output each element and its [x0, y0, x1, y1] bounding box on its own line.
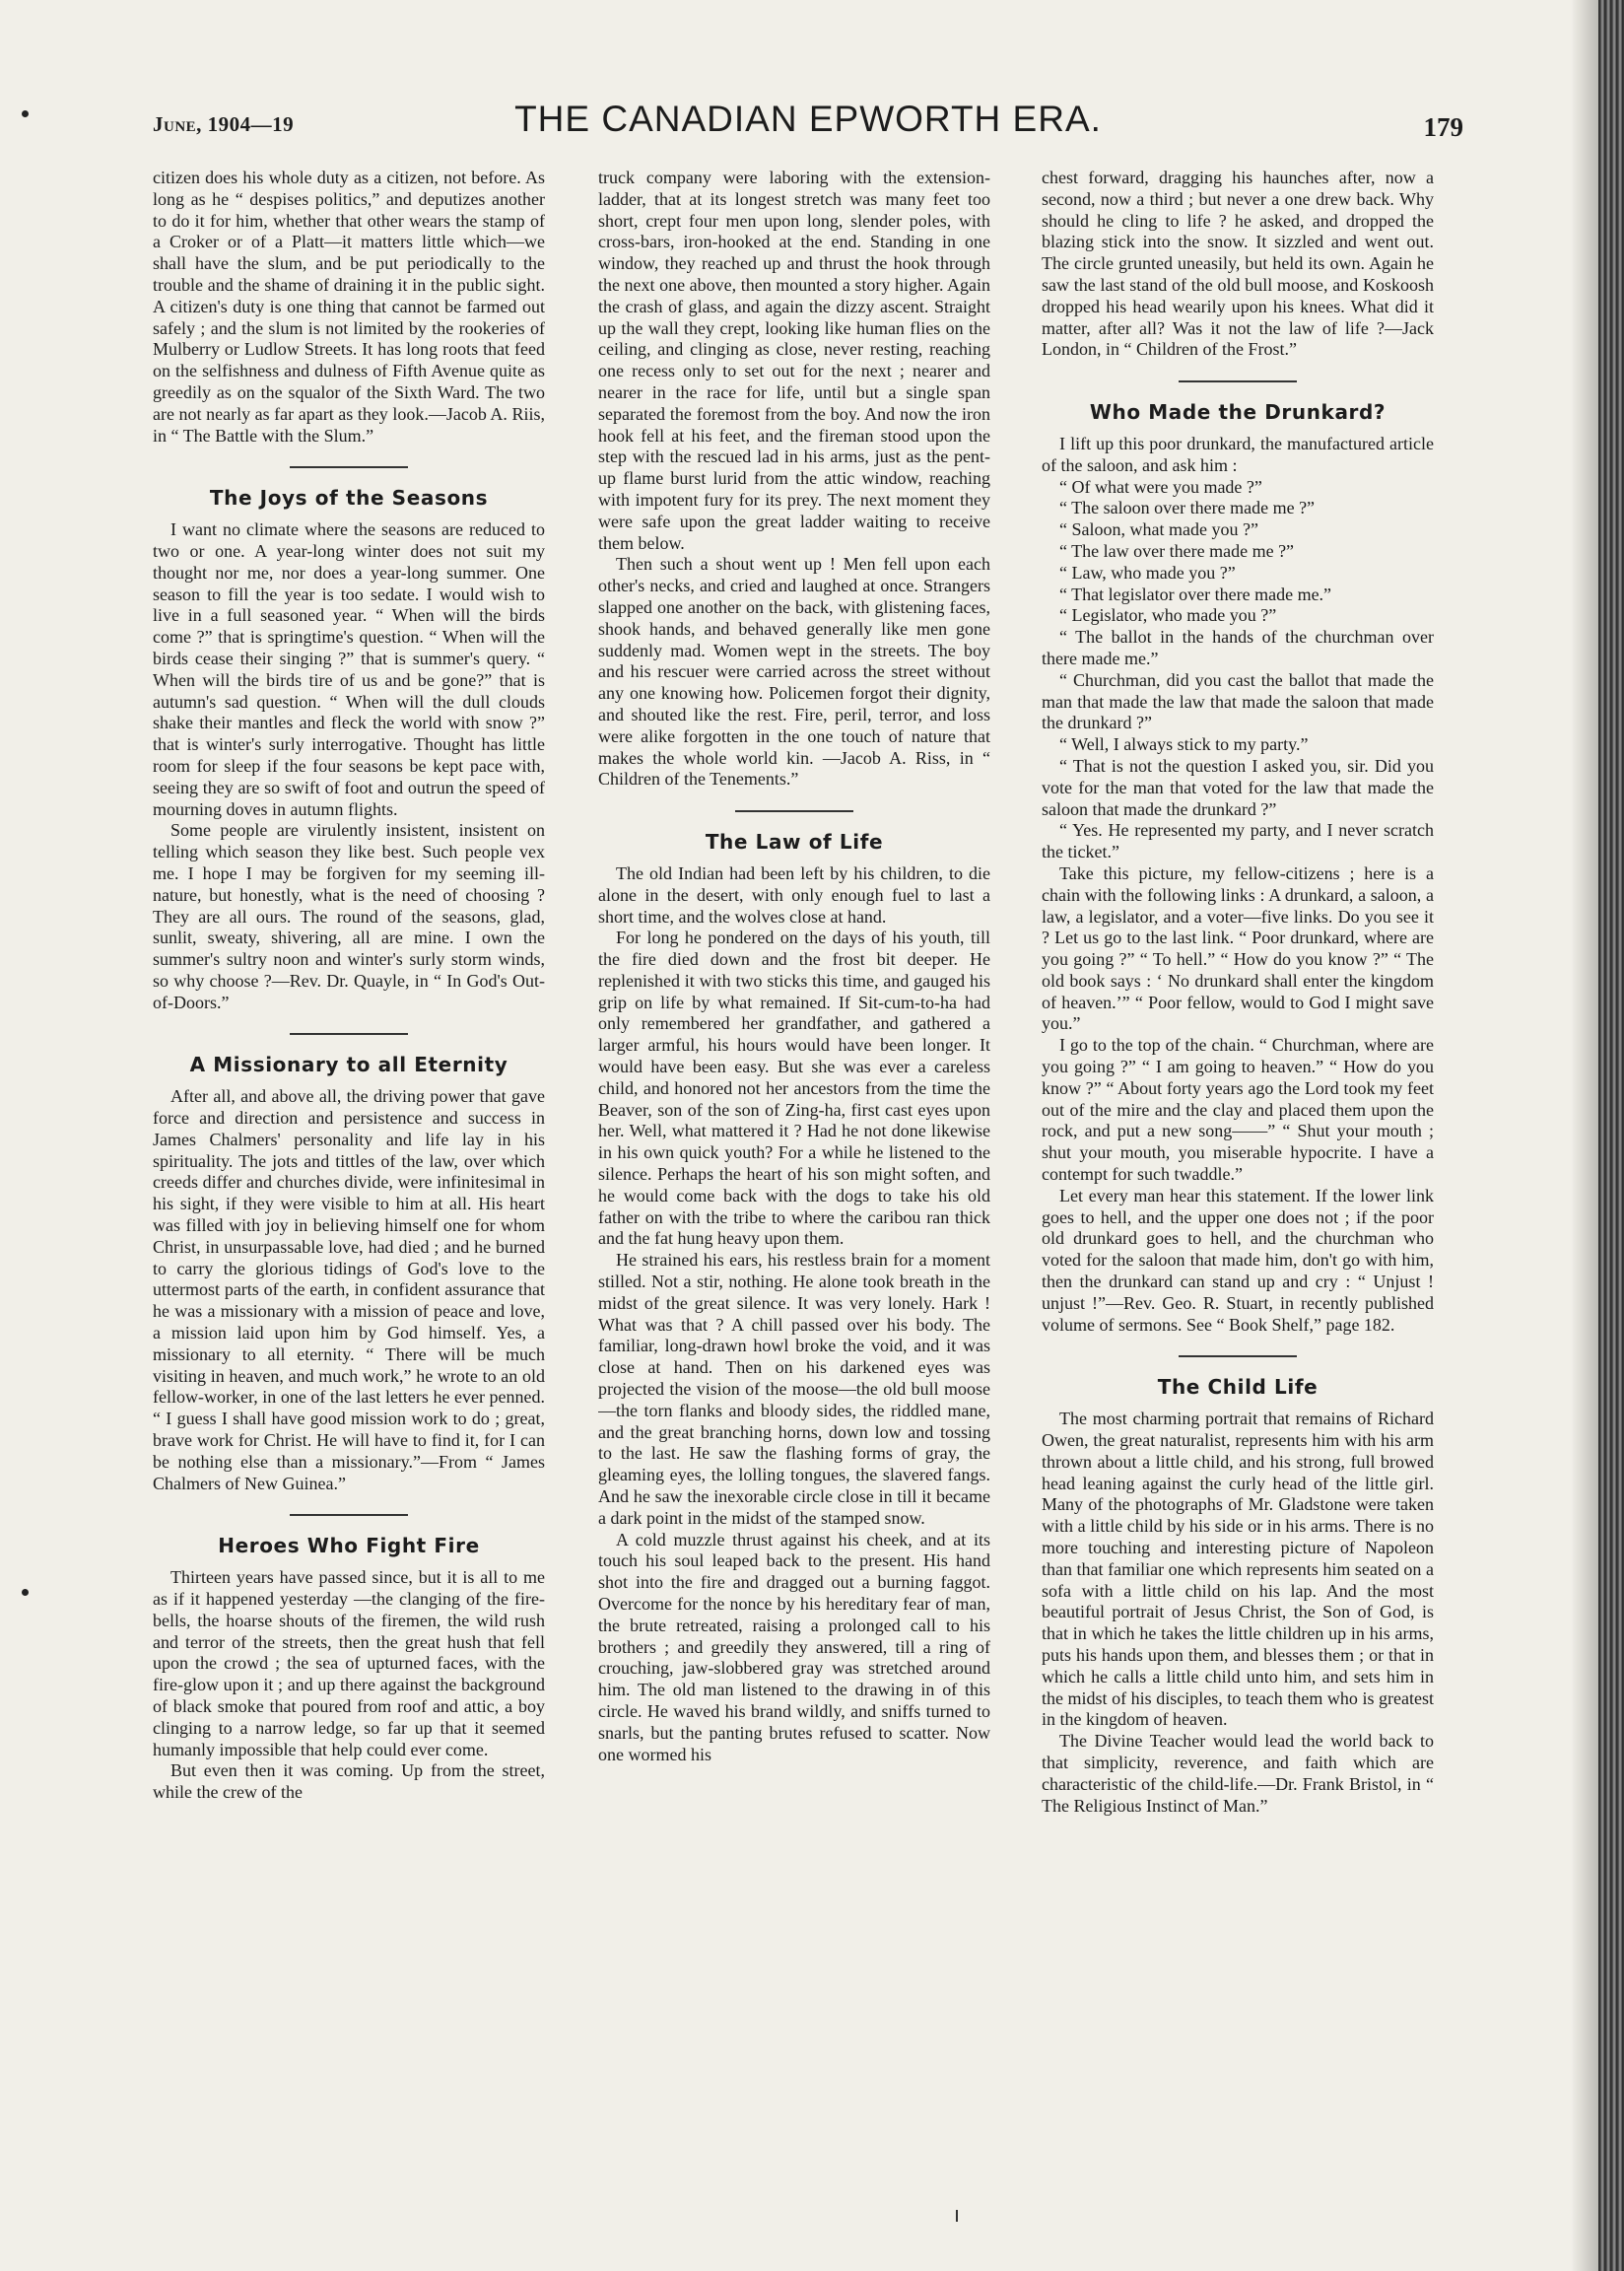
- paragraph: I want no climate where the seasons are reduced to two or one. A year-long winter does not suit my thought nor me, nor does a year-long summer. One season to fill the year is too sedate. I would wish to live in a full seasoned year. “ When will the birds come ?” that is springtime's question. “ When will the birds cease their singing ?” that is summer's query. “ When will the birds tire of us and be gone?” that is autumn's sad question. “ When will the dull clouds shake their mantles and fleck the world with snow ?” that is winter's surly interrogative. Thought has little room for sleep if the four seasons be kept pace with, seeing they are so swift of foot and outrun the speed of mourning doves in autumn flights.: [153, 519, 545, 819]
- article-title-drunkard: Who Made the Drunkard?: [1089, 400, 1387, 425]
- book-spine-edge: [1598, 0, 1624, 2271]
- margin-mark: [22, 1589, 29, 1596]
- column-1: [153, 168, 545, 2183]
- paragraph: Then such a shout went up ! Men fell upon each other's necks, and cried and laughed at once. Strangers slapped one another on the back, with glistening faces, shook hands, and behaved generally like men gone suddenly mad. Women wept in the streets. The boy and his rescuer were carried across the street without any one knowing how. Policemen forgot their dignity, and shouted like the rest. Fire, peril, terror, and loss were alike forgotten in the one touch of nature that makes the whole world kin. —Jacob A. Riss, in “ Children of the Tenements.”: [598, 554, 990, 790]
- column-3: [1042, 168, 1434, 2183]
- paragraph: Some people are virulently insistent, insistent on telling which season they like best. Such people vex me. I hope I may be forgiven for my seeming ill-nature, but honestly, what is the need of choosing ? They are all ours. The round of the seasons, glad, sunlit, sweaty, shivering, all are mine. I own the summer's sultry noon and winter's surly storm winds, so why choose ?—Rev. Dr. Quayle, in “ In God's Out-of-Doors.”: [153, 820, 545, 1012]
- section-divider: [1179, 380, 1297, 382]
- dialogue-line: “ The saloon over there made me ?”: [1059, 498, 1316, 518]
- article-title-law-of-life: The Law of Life: [705, 830, 884, 855]
- section-divider: [735, 810, 853, 812]
- margin-mark: [22, 110, 29, 117]
- dialogue-line: “ That legislator over there made me.”: [1059, 584, 1332, 604]
- dialogue-line: “ That is not the question I asked you, sir. Did you vote for the man that voted for the law that made the saloon that made the drunkard ?”: [1042, 755, 1434, 819]
- paragraph: But even then it was coming. Up from the street, while the crew of the: [153, 1760, 545, 1803]
- page-foot-mark: [956, 2210, 958, 2222]
- section-divider: [1179, 1355, 1297, 1357]
- magazine-title: THE CANADIAN EPWORTH ERA.: [514, 99, 1102, 139]
- section-divider: [290, 1514, 408, 1516]
- paragraph: A cold muzzle thrust against his cheek, and at its touch his soul leaped back to the present. His hand shot into the fire and dragged out a burning faggot. Overcome for the nonce by his hereditary fear of man, the brute retreated, raising a prolonged call to his brothers ; and greedily they answered, till a ring of crouching, jaw-slobbered gray was stretched around him. The old man listened to the drawing in of this circle. He waved his brand wildly, and sniffs turned to snarls, but the panting brutes refused to scatter. Now one wormed his: [598, 1529, 990, 1764]
- article-title-missionary: A Missionary to all Eternity: [189, 1053, 508, 1077]
- article-title-child-life: The Child Life: [1157, 1375, 1319, 1400]
- dialogue-line: “ Legislator, who made you ?”: [1059, 605, 1277, 626]
- paragraph: Take this picture, my fellow-citizens ; here is a chain with the following links : A drunkard, a saloon, a law, a legislator, and a voter—five links. Do you see it ? Let us go to the last link. “ Poor drunkard, where are you going ?” “ To hell.” “ How do you know ?” “ The old book says : ‘ No drunkard shall enter the kingdom of heaven.’” “ Poor fellow, would to God I might save you.”: [1042, 862, 1434, 1034]
- paragraph: I lift up this poor drunkard, the manufactured article of the saloon, and ask him :: [1042, 433, 1434, 475]
- paragraph: After all, and above all, the driving power that gave force and direction and persistence and success in James Chalmers' personality and life lay in his spirituality. The jots and tittles of the law, over which creeds differ and churches divide, were infinitesimal in his sight, if they were visible to him at all. His heart was filled with joy in believing himself one for whom Christ, in unsurpassable love, had died ; and he burned to carry the glorious tidings of God's love to the uttermost parts of the earth, in confident assurance that he was a missionary with a mission of peace and love, a mission laid upon him by God himself. Yes, a missionary to all eternity. “ There will be much visiting in heaven, and much work,” he wrote to an old fellow-worker, in one of the last letters he ever penned. “ I guess I shall have good mission work to do ; great, brave work for Christ. He will have to find it, for I can be nothing else than a missionary.”—From “ James Chalmers of New Guinea.”: [153, 1086, 545, 1493]
- paragraph: The old Indian had been left by his children, to die alone in the desert, with only enough fuel to last a short time, and the wolves close at hand.: [598, 862, 990, 927]
- paragraph: The most charming portrait that remains of Richard Owen, the great naturalist, represents him with his arm thrown about a little child, and his strong, full browed head leaning against the curly head of the little girl. Many of the photographs of Mr. Gladstone were taken with a little child by his side or in his arms. There is no more touching and interesting picture of Napoleon than that familiar one which represents him seated on a sofa with a little child on his lap. And the most beautiful portrait of Jesus Christ, the Son of God, is that in which he takes the little children up in his arms, puts his hands upon them, and blesses them ; or that in which he calls a little child unto him, and sets him in the midst of his disciples, to teach them who is greatest in the kingdom of heaven.: [1042, 1409, 1434, 1730]
- paragraph: He strained his ears, his restless brain for a moment stilled. Not a stir, nothing. He alone took breath in the midst of the great silence. It was very lonely. Hark ! What was that ? A chill passed over his body. The familiar, long-drawn howl broke the void, and it was close at hand. Then on his darkened eyes was projected the vision of the moose—the old bull moose—the torn flanks and bloody sides, the riddled mane, and the great branching horns, down low and tossing to the last. He saw the flashing forms of gray, the gleaming eyes, the lolling tongues, the slavered fangs. And he saw the inexorable circle close in till it became a dark point in the midst of the stamped snow.: [598, 1250, 990, 1528]
- dialogue-line: “ Churchman, did you cast the ballot that made the man that made the law that made the saloon that made the drunkard ?”: [1042, 669, 1434, 733]
- page-number: 179: [1423, 112, 1463, 142]
- section-divider: [290, 1033, 408, 1035]
- dialogue-line: “ The law over there made me ?”: [1059, 540, 1295, 561]
- article-continuation: citizen does his whole duty as a citizen, not before. As long as he “ despises politics,” and deputizes another to do it for him, whether that other wears the stamp of a Croker or of a Platt—it matters little which—we shall have the slum, and be put periodically to the trouble and the shame of draining it in the public sight. A citizen's duty is one thing that cannot be farmed out safely ; and the slum is not limited by the rookeries of Mulberry or Ludlow Streets. It has long roots that feed on the selfishness and dulness of Fifth Avenue quite as greedily as on the squalor of the Sixth Ward. The two are not nearly as far apart as they look.—Jacob A. Riis, in “ The Battle with the Slum.”: [153, 168, 545, 446]
- dialogue-line: “ The ballot in the hands of the churchman over there made me.”: [1042, 627, 1434, 668]
- section-divider: [290, 466, 408, 468]
- article-title-heroes: Heroes Who Fight Fire: [218, 1534, 480, 1558]
- dialogue-line: “ Well, I always stick to my party.”: [1059, 734, 1309, 755]
- dialogue-line: “ Saloon, what made you ?”: [1059, 519, 1258, 540]
- paragraph: Let every man hear this statement. If the lower link goes to hell, and the upper one does not ; if the poor old drunkard goes to hell, and the churchman who voted for the saloon that made him, don't go with him, then the drunkard can stand up and cry : “ Unjust ! unjust !”—Rev. Geo. R. Stuart, in recently published volume of sermons. See “ Book Shelf,” page 182.: [1042, 1185, 1434, 1335]
- dialogue-line: “ Yes. He represented my party, and I never scratch the ticket.”: [1042, 820, 1434, 862]
- paragraph: Thirteen years have passed since, but it is all to me as if it happened yesterday —the clanging of the fire-bells, the hoarse shouts of the firemen, the wild rush and terror of the streets, then the great hush that fell upon the crowd ; the sea of upturned faces, with the fire-glow upon it ; and up there against the background of black smoke that poured from roof and attic, a boy clinging to a narrow ledge, so far up that it seemed humanly impossible that help could ever come.: [153, 1567, 545, 1759]
- issue-date: June, 1904—19: [153, 112, 295, 136]
- paragraph: I go to the top of the chain. “ Churchman, where are you going ?” “ I am going to heaven.” “ How do you know ?” “ About forty years ago the Lord took my feet out of the mire and the clay and placed them upon the rock, and put a new song——” “ Shut your mouth ; shut your mouth, you miserable hypocrite. I have a contempt for such twaddle.”: [1042, 1035, 1434, 1185]
- article-continuation: truck company were laboring with the extension-ladder, that at its longest stretch was many feet too short, crept four men upon long, slender poles, with cross-bars, iron-hooked at the end. Standing in one window, they reached up and thrust the hook through the next one above, then mounted a story higher. Again the crash of glass, and again the dizzy ascent. Straight up the wall they crept, looking like human flies on the ceiling, and clinging as close, never resting, reaching one recess only to set out for the next ; nearer and nearer in the race for life, until but a single span separated the foremost from the boy. And now the iron hook fell at his feet, and the fireman stood upon the step with the rescued lad in his arms, just as the pent-up flame burst lurid from the attic window, reaching with impotent fury for its prey. The next moment they were safe upon the great ladder waiting to receive them below.: [598, 168, 990, 553]
- dialogue-line: “ Of what were you made ?”: [1059, 476, 1262, 497]
- paragraph: The Divine Teacher would lead the world back to that simplicity, reverence, and faith which are characteristic of the child-life.—Dr. Frank Bristol, in “ The Religious Instinct of Man.”: [1042, 1731, 1434, 1816]
- article-continuation: chest forward, dragging his haunches after, now a second, now a third ; but never a one drew back. Why should he cling to life ? he asked, and dropped the blazing stick into the snow. It sizzled and went out. The circle grunted uneasily, but held its own. Again he saw the last stand of the old bull moose, and Koskoosh dropped his head wearily upon his knees. What did it matter, after all? Was it not the law of life ?—Jack London, in “ Children of the Frost.”: [1042, 168, 1434, 360]
- column-2: [598, 168, 990, 2183]
- book-gutter-shadow: [1571, 0, 1598, 2271]
- dialogue-line: “ Law, who made you ?”: [1059, 562, 1236, 583]
- article-title-joys: The Joys of the Seasons: [209, 486, 489, 511]
- paragraph: For long he pondered on the days of his youth, till the fire died down and the frost bit deeper. He replenished it with two sticks this time, and gauged his grip on life by what remained. If Sit-cum-to-ha had only remembered her grandfather, and gathered a larger armful, his hours would have been longer. It would have been easy. But she was ever a careless child, and honored not her ancestors from the time the Beaver, son of the son of Zing-ha, first cast eyes upon her. Well, what mattered it ? Had he not done likewise in his own quick youth? For a while he listened to the silence. Perhaps the heart of his son might soften, and he would come back with the dogs to take his old father on with the tribe to where the caribou ran thick and the fat hung heavy upon them.: [598, 928, 990, 1249]
- page-header: [153, 99, 1463, 158]
